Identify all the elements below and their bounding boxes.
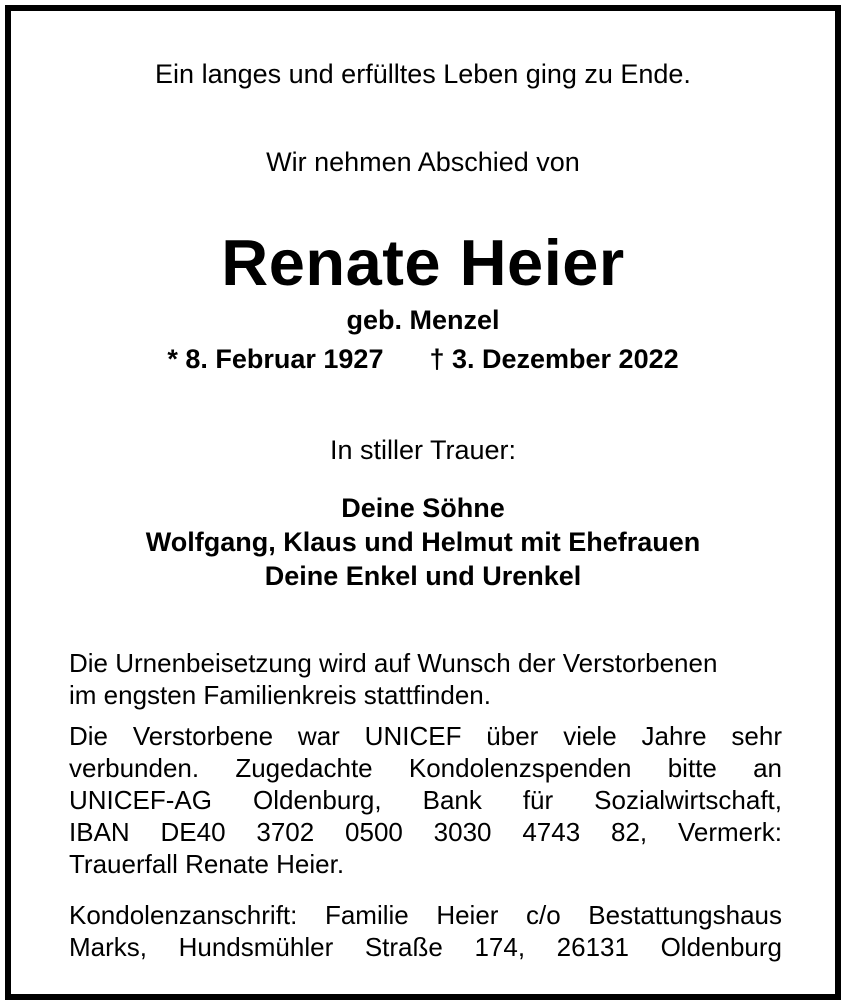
family-line: Wolfgang, Klaus und Helmut mit Ehefrauen bbox=[145, 527, 701, 557]
donation-paragraph bbox=[69, 720, 782, 880]
burial-paragraph bbox=[69, 647, 782, 711]
deceased-name: Renate Heier bbox=[221, 226, 625, 299]
paragraph-line: UNICEF-AG Oldenburg, Bank für Sozialwirtschaft, bbox=[69, 785, 782, 815]
paragraph-line: Die Urnenbeisetzung wird auf Wunsch der Verstorbenen bbox=[69, 648, 718, 678]
family-line: Deine Enkel und Urenkel bbox=[264, 561, 582, 591]
paragraph-line: verbunden. Zugedachte Kondolenzspenden bitte an bbox=[69, 753, 782, 783]
birth-date: * 8. Februar 1927 bbox=[167, 344, 384, 374]
paragraph-line: Kondolenzanschrift: Familie Heier c/o Bestattungshaus bbox=[69, 900, 782, 930]
paragraph-line: Trauerfall Renate Heier. bbox=[69, 849, 345, 879]
paragraph-line: Marks, Hundsmühler Straße 174, 26131 Oldenburg bbox=[69, 932, 782, 962]
farewell-line: Wir nehmen Abschied von bbox=[266, 147, 580, 177]
paragraph-line: IBAN DE40 3702 0500 3030 4743 82, Vermerk: bbox=[69, 817, 782, 847]
paragraph-line: Die Verstorbene war UNICEF über viele Jahre sehr bbox=[69, 721, 782, 751]
obituary-frame bbox=[5, 5, 841, 1000]
intro-line: Ein langes und erfülltes Leben ging zu Ende. bbox=[155, 59, 691, 89]
paragraph-line: im engsten Familienkreis stattfinden. bbox=[69, 680, 491, 710]
birth-name: geb. Menzel bbox=[346, 305, 500, 335]
death-date: † 3. Dezember 2022 bbox=[429, 344, 679, 374]
life-dates bbox=[11, 344, 835, 375]
family-block bbox=[11, 491, 835, 593]
mourning-line: In stiller Trauer: bbox=[329, 435, 517, 465]
condolence-paragraph bbox=[69, 899, 782, 963]
family-line: Deine Söhne bbox=[341, 493, 505, 523]
